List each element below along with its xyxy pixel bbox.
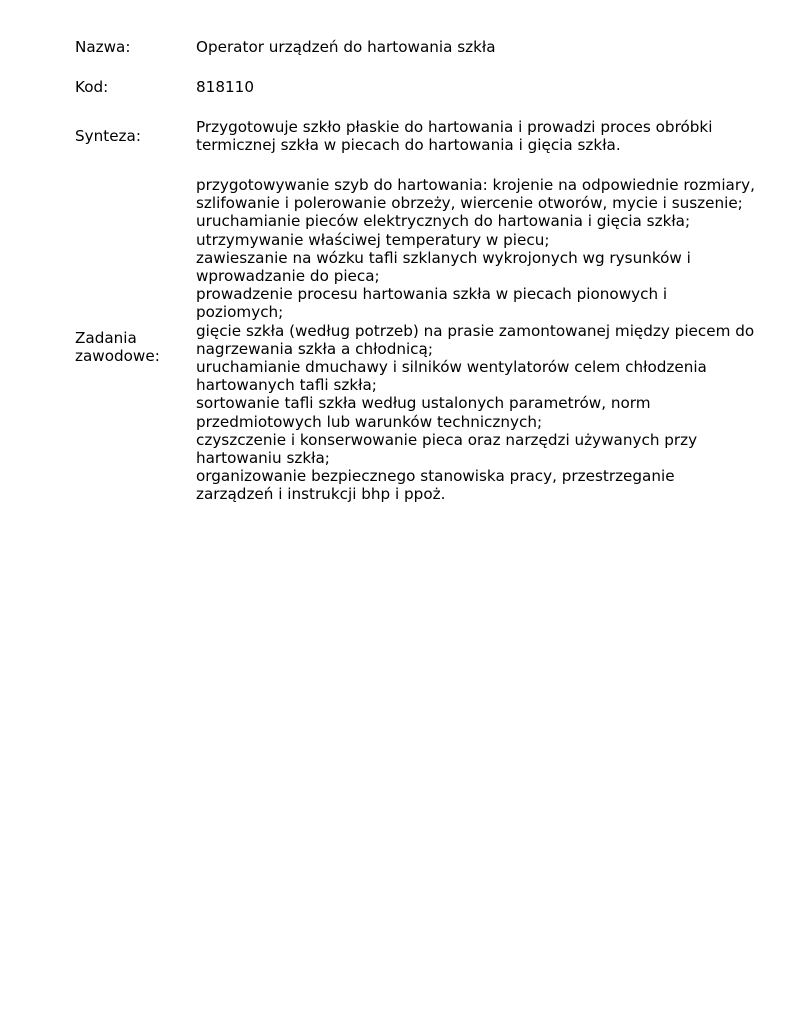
tasks-label — [75, 329, 193, 365]
task-item: czyszczenie i konserwowanie pieca oraz narzędzi używanych przy hartowaniu szkła; — [196, 430, 698, 468]
task-item: przygotowywanie szyb do hartowania: krojenie na odpowiednie rozmiary, szlifowanie i polerowanie obrzeży, wiercenie otworów, mycie i suszenie; — [196, 176, 755, 213]
synthesis-label: Synteza: — [75, 127, 141, 145]
task-item: zawieszanie na wózku tafli szklanych wykrojonych wg rysunków i wprowadzanie do pieca; — [196, 248, 691, 286]
tasks-list — [196, 176, 756, 504]
task-item: utrzymywanie właściwej temperatury w piecu; — [196, 230, 550, 249]
code-label: Kod: — [75, 78, 109, 96]
tasks-value — [196, 176, 756, 504]
tasks-label-line1: Zadania — [75, 329, 137, 347]
task-item: prowadzenie procesu hartowania szkła w piecach pionowych i poziomych; — [196, 285, 668, 322]
task-item: uruchamianie dmuchawy i silników wentylatorów celem chłodzenia hartowanych tafli szkła; — [196, 358, 707, 395]
name-label: Nazwa: — [75, 38, 131, 56]
task-item: uruchamianie pieców elektrycznych do hartowania i gięcia szkła; — [196, 212, 691, 231]
task-item: gięcie szkła (według potrzeb) na prasie zamontowanej między piecem do nagrzewania szkła a chłodnicą; — [196, 321, 755, 358]
task-item: sortowanie tafli szkła według ustalonych parametrów, norm przedmiotowych lub warunków technicznych; — [196, 394, 651, 431]
tasks-label-line2: zawodowe: — [75, 347, 160, 366]
code-value: 818110 — [196, 78, 254, 96]
synthesis-value: Przygotowuje szkło płaskie do hartowania i prowadzi proces obróbki termicznej szkła w piecach do hartowania i gięcia szkła. — [196, 118, 713, 155]
name-value: Operator urządzeń do hartowania szkła — [196, 38, 496, 56]
task-item: organizowanie bezpiecznego stanowiska pracy, przestrzeganie zarządzeń i instrukcji bhp i ppoż. — [196, 467, 675, 504]
